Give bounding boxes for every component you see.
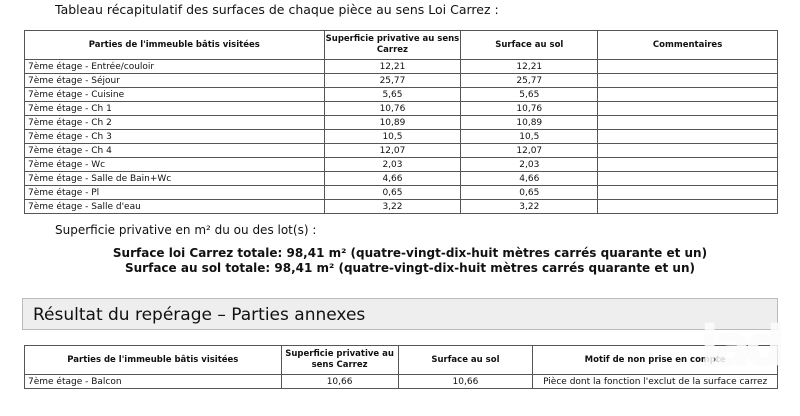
table-cell: 7ème étage - Ch 1 xyxy=(25,102,325,116)
table-row xyxy=(25,158,778,172)
table-cell: 7ème étage - Entrée/couloir xyxy=(25,60,325,74)
table-cell: 5,65 xyxy=(461,88,598,102)
table-row xyxy=(25,88,778,102)
table-cell xyxy=(598,144,778,158)
table-cell: 10,76 xyxy=(461,102,598,116)
table-cell: 7ème étage - Pl xyxy=(25,186,325,200)
table-cell: 4,66 xyxy=(324,172,461,186)
table-cell: 7ème étage - Salle d'eau xyxy=(25,200,325,214)
table-cell: 7ème étage - Balcon xyxy=(25,375,282,389)
table-cell: 3,22 xyxy=(324,200,461,214)
header-parties: Parties de l'immeuble bâtis visitées xyxy=(25,31,325,60)
table-cell: 3,22 xyxy=(461,200,598,214)
table-header-row xyxy=(25,346,778,375)
table-cell: 2,03 xyxy=(324,158,461,172)
table-cell xyxy=(598,102,778,116)
table-cell: 7ème étage - Salle de Bain+Wc xyxy=(25,172,325,186)
table-cell: 12,21 xyxy=(461,60,598,74)
total-sol: Surface au sol totale: 98,41 m² (quatre-vingt-dix-huit mètres carrés quarante et un) xyxy=(125,261,695,275)
iad-watermark-logo: iad xyxy=(700,314,780,379)
table-cell: 7ème étage - Séjour xyxy=(25,74,325,88)
table-cell xyxy=(598,116,778,130)
table-cell: 7ème étage - Ch 2 xyxy=(25,116,325,130)
table-cell xyxy=(598,88,778,102)
table-cell xyxy=(598,130,778,144)
table-cell: 7ème étage - Wc xyxy=(25,158,325,172)
table-cell: 12,07 xyxy=(324,144,461,158)
header-parties: Parties de l'immeuble bâtis visitées xyxy=(25,346,282,375)
table-cell: 5,65 xyxy=(324,88,461,102)
table-row xyxy=(25,60,778,74)
carrez-table xyxy=(24,30,778,214)
annexes-table xyxy=(24,345,778,389)
table-row xyxy=(25,102,778,116)
header-superficie: Superficie privative au sens Carrez xyxy=(281,346,398,375)
table-cell: 10,76 xyxy=(324,102,461,116)
table-cell: 10,5 xyxy=(461,130,598,144)
table-cell: 25,77 xyxy=(324,74,461,88)
table-cell: 4,66 xyxy=(461,172,598,186)
table-cell: 0,65 xyxy=(461,186,598,200)
table-cell: 12,21 xyxy=(324,60,461,74)
header-surface-sol: Surface au sol xyxy=(398,346,533,375)
table-cell xyxy=(598,74,778,88)
table-cell: 25,77 xyxy=(461,74,598,88)
table-cell xyxy=(598,158,778,172)
table-cell xyxy=(598,60,778,74)
intro-text: Tableau récapitulatif des surfaces de chaque pièce au sens Loi Carrez : xyxy=(55,2,499,17)
table-cell: 10,5 xyxy=(324,130,461,144)
table-row xyxy=(25,130,778,144)
table-row xyxy=(25,375,778,389)
table-row xyxy=(25,172,778,186)
table-cell: 12,07 xyxy=(461,144,598,158)
table-cell xyxy=(598,186,778,200)
table-cell: 10,89 xyxy=(461,116,598,130)
table-cell: 10,66 xyxy=(398,375,533,389)
table-cell: 7ème étage - Ch 3 xyxy=(25,130,325,144)
table-row xyxy=(25,200,778,214)
table-row xyxy=(25,74,778,88)
table-cell: 7ème étage - Cuisine xyxy=(25,88,325,102)
table-row xyxy=(25,186,778,200)
table-header-row xyxy=(25,31,778,60)
header-surface-sol: Surface au sol xyxy=(461,31,598,60)
table-cell xyxy=(598,200,778,214)
section-title: Résultat du repérage – Parties annexes xyxy=(22,298,778,330)
table-cell: 2,03 xyxy=(461,158,598,172)
table-row xyxy=(25,116,778,130)
table-cell: 0,65 xyxy=(324,186,461,200)
header-motif: Motif de non prise en compte xyxy=(533,346,778,375)
table-cell: 10,66 xyxy=(281,375,398,389)
superficie-label: Superficie privative en m² du ou des lot(s) : xyxy=(55,223,317,237)
table-cell xyxy=(598,172,778,186)
header-superficie: Superficie privative au sens Carrez xyxy=(324,31,461,60)
table-cell: 10,89 xyxy=(324,116,461,130)
table-row xyxy=(25,144,778,158)
table-cell: 7ème étage - Ch 4 xyxy=(25,144,325,158)
header-commentaires: Commentaires xyxy=(598,31,778,60)
table-cell: Pièce dont la fonction l'exclut de la surface carrez xyxy=(533,375,778,389)
total-carrez: Surface loi Carrez totale: 98,41 m² (quatre-vingt-dix-huit mètres carrés quarante et un) xyxy=(112,246,708,260)
